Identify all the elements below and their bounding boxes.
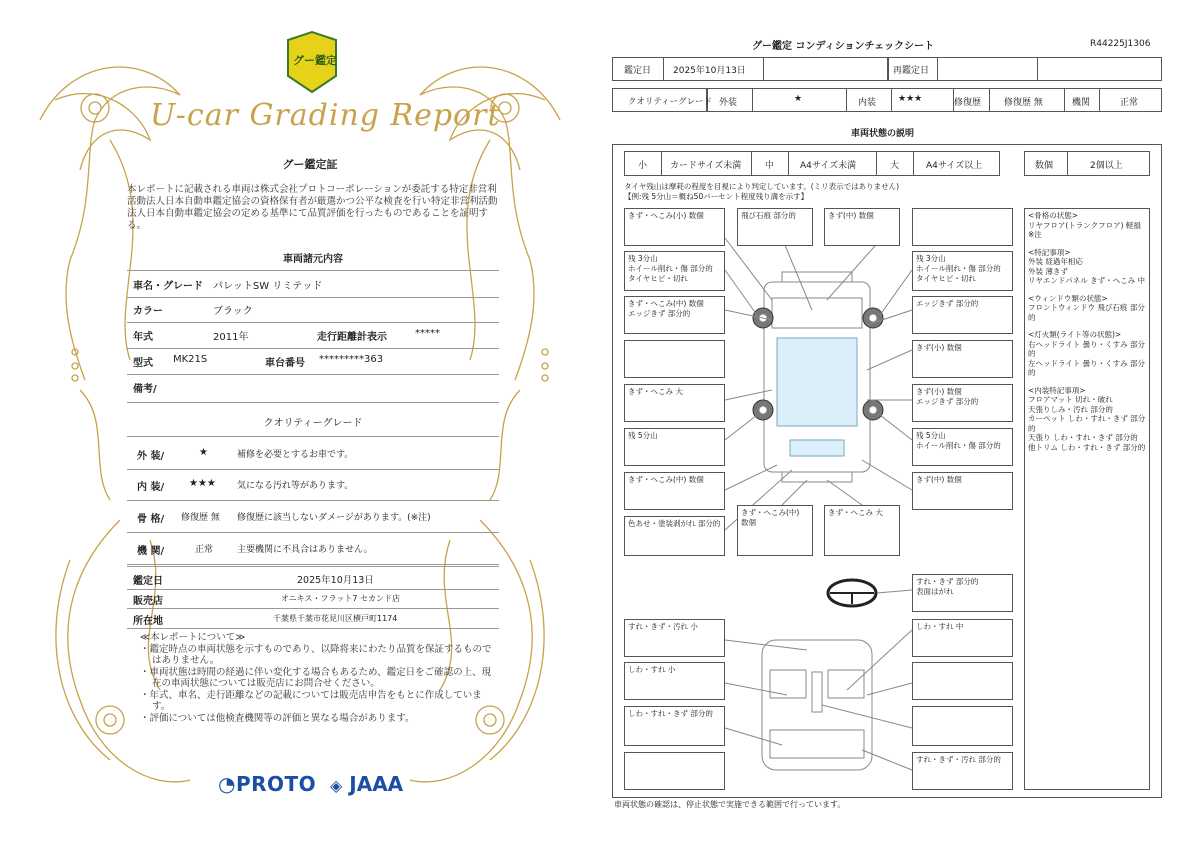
spec-row-model bbox=[127, 348, 499, 375]
callout-steering: すれ・きず 部分的 表面はがれ bbox=[912, 574, 1013, 612]
note-line: 外装 薄きず bbox=[1028, 266, 1068, 276]
callout-int-front-left: すれ・きず・汚れ 小 bbox=[624, 619, 725, 657]
quality-row-frame bbox=[127, 500, 499, 533]
note-line: 右ヘッドライト 曇り・くすみ 部分的 bbox=[1028, 339, 1146, 358]
ext-label: 外装 bbox=[719, 98, 738, 108]
spec-label: 車名・グレード bbox=[133, 281, 203, 292]
spec-row-name bbox=[127, 270, 499, 298]
callout-int-rear-left: しわ・すれ・きず 部分的 bbox=[624, 706, 725, 746]
callout-left-rear-door: きず・へこみ 大 bbox=[624, 384, 725, 422]
callout-rear-right: きず・へこみ 大 bbox=[824, 505, 900, 556]
certification-text: 本レポートに記載される車両は株式会社プロトコーポレーションが委託する特定非営利活動法人日本自動車鑑定協会の資格保有者が厳選かつ公平な検査を行い特定非営利活動法人日本自動車鑑定協会の定める基準にて品質評価を行ったものであることを証明する。 bbox=[127, 184, 498, 231]
callout-rear-left: 色あせ・塗装剥がれ 部分的 bbox=[624, 516, 725, 556]
quality-value: ★ bbox=[199, 447, 208, 458]
sheet-title: グー鑑定 コンディションチェックシート bbox=[752, 41, 935, 52]
count-desc: 2個以上 bbox=[1090, 161, 1123, 171]
note-line: ※注 bbox=[1028, 230, 1042, 239]
callout-left-front-door: きず・へこみ(中) 数個 エッジきず 部分的 bbox=[624, 296, 725, 334]
note-line: フロアマット 切れ・破れ bbox=[1028, 395, 1113, 404]
grade-label: クオリティーグレード bbox=[628, 97, 713, 107]
proto-logo: ◔PROTO bbox=[218, 772, 317, 796]
note-line: 他トリム しわ・すれ・きず 部分的 bbox=[1028, 442, 1146, 452]
quality-value: 修復歴 無 bbox=[181, 513, 220, 523]
callout-int-cargo-right: すれ・きず・汚れ 部分的 bbox=[912, 752, 1013, 790]
note-group-frame bbox=[1028, 211, 1146, 240]
callout-front-center: 飛び石痕 部分的 bbox=[737, 208, 813, 246]
spec-row-year bbox=[127, 322, 499, 349]
tire-note: タイヤ残山は摩耗の程度を目視により判定しています。(ミリ表示ではありません) bbox=[624, 182, 900, 191]
quality-label: 骨 格/ bbox=[137, 514, 165, 525]
note-line: リヤエンドパネル きず・へこみ 中 bbox=[1028, 276, 1145, 285]
appraisal-value: 千葉県千葉市花見川区横戸町1174 bbox=[273, 614, 398, 623]
callout-right-front-door: エッジきず 部分的 bbox=[912, 296, 1013, 334]
spec-value: ブラック bbox=[213, 306, 253, 317]
quality-title: クオリティーグレード bbox=[263, 418, 363, 429]
quality-row-exterior bbox=[127, 436, 499, 470]
callout-front-left: きず・へこみ(小) 数個 bbox=[624, 208, 725, 246]
note-item: ・車両状態は時間の経過に伴い変化する場合もあるため、鑑定日をご確認の上、現在の車両状態については販売店にお問合せください。 bbox=[140, 666, 492, 689]
size-small-desc: カードサイズ未満 bbox=[670, 161, 742, 171]
address-row bbox=[127, 608, 499, 629]
note-line: 天張り しわ・すれ・きず 部分的 bbox=[1028, 433, 1138, 442]
note-item: ・評価については他検査機関等の評価と異なる場合があります。 bbox=[140, 712, 415, 724]
note-group-windows bbox=[1028, 294, 1146, 323]
engine-value: 正常 bbox=[1120, 98, 1139, 108]
size-large: 大 bbox=[890, 161, 900, 171]
note-title: <灯火類(ライト等の状態)> bbox=[1028, 330, 1122, 339]
note-title: <内装特記事項> bbox=[1028, 385, 1086, 395]
ext-value: ★ bbox=[794, 94, 803, 104]
note-line: リヤフロア(トランクフロア) 軽損 bbox=[1028, 220, 1141, 230]
appraisal-label: 所在地 bbox=[133, 616, 163, 627]
jaaa-logo-text: JAAA bbox=[349, 772, 404, 796]
callout-tire-fl: 残 3分山 ホイール削れ・傷 部分的 タイヤヒビ・切れ bbox=[624, 251, 725, 291]
quality-desc: 主要機関に不具合はありません。 bbox=[237, 545, 373, 555]
report-notes bbox=[140, 632, 500, 724]
repair-label: 修復歴 bbox=[954, 98, 982, 108]
note-group-lights bbox=[1028, 330, 1146, 378]
section-title: 車両状態の説明 bbox=[851, 129, 915, 139]
spec-value: *********363 bbox=[319, 354, 384, 365]
size-large-desc: A4サイズ以上 bbox=[926, 161, 983, 171]
spec-value: パレットSW リミテッド bbox=[213, 281, 323, 292]
quality-label: 機 関/ bbox=[137, 546, 165, 557]
appraisal-value: 2025年10月13日 bbox=[297, 575, 374, 586]
spec-value: 2011年 bbox=[213, 332, 249, 343]
note-title: <ウィンドウ類の状態> bbox=[1028, 293, 1108, 303]
tire-example: 【例:残 5分山＝概ね50パーセント程度残り溝を示す】 bbox=[624, 192, 809, 201]
quality-desc: 気になる汚れ等があります。 bbox=[237, 481, 354, 491]
note-line: 左ヘッドライト 曇り・くすみ 部分的 bbox=[1028, 358, 1146, 377]
callout-tire-fr: 残 3分山 ホイール削れ・傷 部分的 タイヤヒビ・切れ bbox=[912, 251, 1013, 291]
note-item: ・鑑定時点の車両状態を示すものであり、以降将来にわたり品質を保証するものではありません。 bbox=[140, 643, 492, 666]
script-title: U-car Grading Report bbox=[150, 98, 501, 133]
callout-left-mid bbox=[624, 340, 725, 378]
spec-row-remarks bbox=[127, 374, 499, 403]
callout-right-mid: きず(小) 数個 bbox=[912, 340, 1013, 378]
specs-title: 車両諸元内容 bbox=[283, 254, 343, 265]
spec-value: MK21S bbox=[173, 354, 208, 365]
appraisal-value: オニキス・フラット7 セカンド店 bbox=[281, 594, 400, 603]
note-line: 天張りしみ・汚れ 部分的 bbox=[1028, 404, 1113, 414]
callout-front-far-right bbox=[912, 208, 1013, 246]
appraisal-label: 販売店 bbox=[133, 596, 163, 607]
note-title: <骨格の状態> bbox=[1028, 211, 1079, 220]
callout-int-rear-right bbox=[912, 706, 1013, 746]
sheet-id: R44225J1306 bbox=[1090, 39, 1151, 49]
callout-int-mid-right bbox=[912, 662, 1013, 700]
int-value: ★★★ bbox=[898, 94, 923, 104]
spec-label: 走行距離計表示 bbox=[317, 332, 387, 343]
engine-label: 機関 bbox=[1072, 98, 1091, 108]
callout-int-cargo-left bbox=[624, 752, 725, 790]
quality-value: 正常 bbox=[195, 545, 214, 555]
count-label: 数個 bbox=[1035, 161, 1054, 171]
redo-blank-cell bbox=[1037, 57, 1162, 81]
date-blank-cell bbox=[763, 57, 888, 81]
spec-value: ***** bbox=[415, 328, 440, 339]
quality-row-engine bbox=[127, 532, 499, 565]
callout-front-right: きず(中) 数個 bbox=[824, 208, 900, 246]
shop-row bbox=[127, 588, 499, 609]
int-label: 内装 bbox=[858, 98, 877, 108]
callout-tire-rr: 残 5分山 ホイール削れ・傷 部分的 bbox=[912, 428, 1013, 466]
size-mid: 中 bbox=[765, 161, 775, 171]
callout-tire-rl: 残 5分山 bbox=[624, 428, 725, 466]
badge-label: グー鑑定 bbox=[293, 54, 337, 67]
footer-note: 車両状態の確認は、停止状態で実施できる範囲で行っています。 bbox=[614, 800, 846, 809]
spec-label: 車台番号 bbox=[265, 358, 305, 369]
quality-desc: 補修を必要とするお車です。 bbox=[237, 450, 354, 460]
spec-label: 備考/ bbox=[133, 384, 157, 395]
quality-value: ★★★ bbox=[189, 478, 216, 489]
callout-left-rear: きず・へこみ(中) 数個 bbox=[624, 472, 725, 510]
callout-rear-center: きず・へこみ(中) 数個 bbox=[737, 505, 813, 556]
notes-title: ≪本レポートについて≫ bbox=[140, 632, 246, 643]
proto-logo-text: PROTO bbox=[235, 772, 317, 796]
note-line: フロントウィンドウ 飛び石痕 部分的 bbox=[1028, 303, 1145, 322]
repair-value: 修復歴 無 bbox=[1004, 98, 1043, 108]
jaaa-logo: ◈ JAAA bbox=[330, 772, 404, 796]
spec-label: カラー bbox=[133, 306, 163, 317]
quality-label: 外 装/ bbox=[137, 451, 165, 462]
quality-row-interior bbox=[127, 468, 499, 501]
condition-notes bbox=[1024, 208, 1150, 790]
quality-label: 内 装/ bbox=[137, 482, 165, 493]
spec-row-color bbox=[127, 296, 499, 323]
cert-title: グー鑑定証 bbox=[282, 158, 338, 171]
note-group-interior bbox=[1028, 386, 1146, 453]
size-small: 小 bbox=[638, 161, 648, 171]
note-title: <特記事項> bbox=[1028, 247, 1071, 257]
appraisal-label: 鑑定日 bbox=[133, 576, 163, 587]
interior-view bbox=[762, 640, 872, 770]
note-item: ・年式、車名、走行距離などの記載については販売店申告をもとに作成しています。 bbox=[140, 689, 482, 712]
callout-int-front-right: しわ・すれ 中 bbox=[912, 619, 1013, 657]
size-mid-desc: A4サイズ未満 bbox=[800, 161, 857, 171]
callout-right-rear: きず(中) 数個 bbox=[912, 472, 1013, 510]
callout-int-mid-left: しわ・すれ 小 bbox=[624, 662, 725, 700]
date-label: 鑑定日 bbox=[624, 66, 652, 76]
quality-desc: 修復歴に該当しないダメージがあります。(※注) bbox=[237, 513, 431, 523]
spec-label: 年式 bbox=[133, 332, 153, 343]
note-line: カーペット しわ・すれ・きず 部分的 bbox=[1028, 414, 1146, 433]
date-value: 2025年10月13日 bbox=[673, 66, 746, 76]
callout-right-rear-door: きず(小) 数個 エッジきず 部分的 bbox=[912, 384, 1013, 422]
note-group-special bbox=[1028, 248, 1146, 286]
spec-label: 型式 bbox=[133, 358, 153, 369]
note-line: 外装 経過年相応 bbox=[1028, 257, 1083, 266]
redo-label: 再鑑定日 bbox=[893, 66, 930, 76]
appraisal-date-row bbox=[127, 566, 499, 590]
